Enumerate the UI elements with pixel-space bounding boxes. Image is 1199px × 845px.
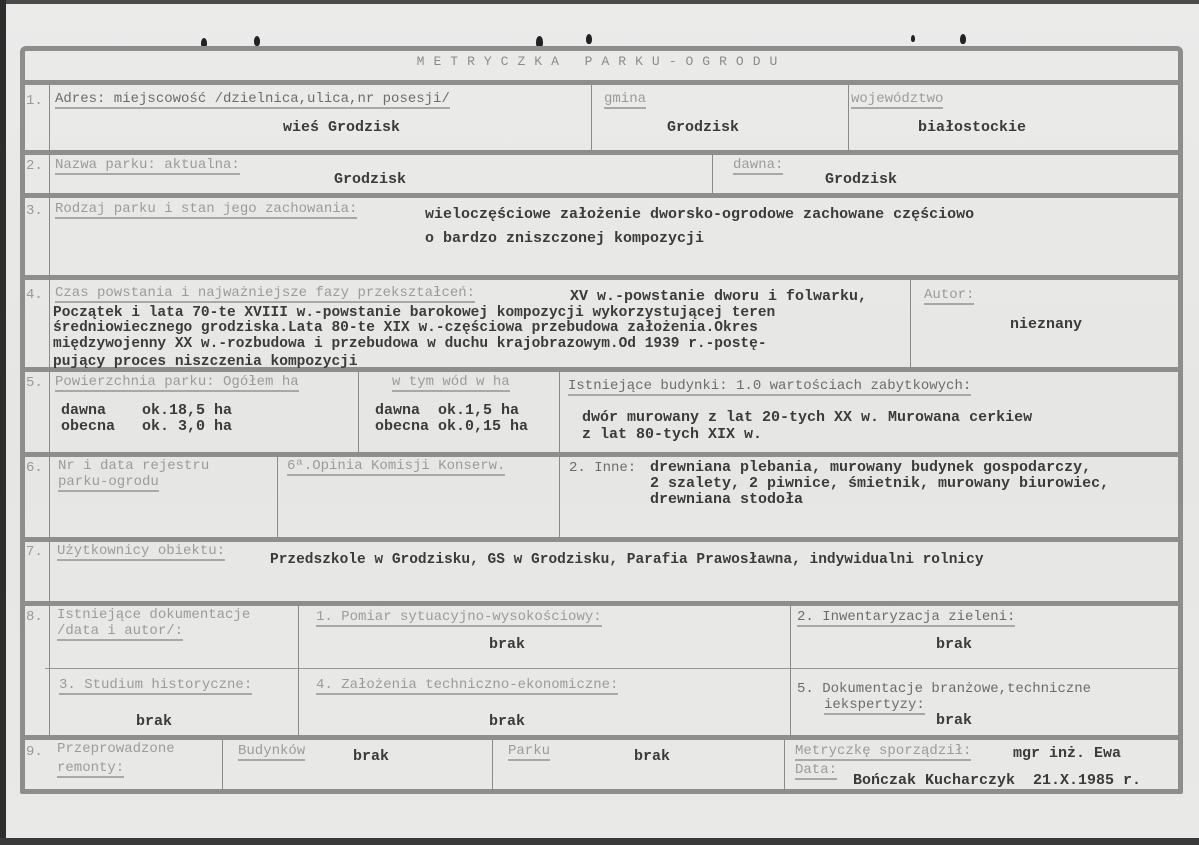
row-divider [20, 452, 1183, 457]
row-divider [20, 537, 1183, 542]
punch-hole [586, 34, 592, 44]
register-label-1: Nr i data rejestru [58, 458, 210, 474]
section-number: 8. [26, 609, 43, 625]
area-former[interactable]: dawna ok.18,5 ha [61, 402, 233, 419]
section-number: 4. [26, 287, 43, 303]
col-divider [848, 85, 849, 150]
author-value[interactable]: nieznany [1010, 316, 1083, 333]
document-title: METRYCZKA PARKU-OGRODU [416, 54, 787, 69]
history-value-first[interactable]: XV w.-powstanie dworu i folwarku, [570, 288, 868, 305]
punch-hole [911, 35, 915, 42]
col-divider [358, 372, 359, 452]
col-divider [910, 280, 911, 367]
scan-edge-bottom [0, 838, 1199, 845]
punch-hole [960, 34, 966, 44]
row-divider-thin [45, 668, 1178, 669]
wojewodztwo-value[interactable]: białostockie [918, 119, 1027, 136]
punch-hole [254, 36, 260, 46]
author-label: Autor: [924, 287, 975, 303]
former-name-label: dawna: [733, 157, 784, 173]
park-type-value-line2[interactable]: o bardzo zniszczonej kompozycji [425, 230, 705, 247]
col-divider [559, 372, 560, 452]
renov-buildings-value[interactable]: brak [353, 748, 390, 765]
register-label-2: parku-ogrodu [58, 474, 159, 490]
park-type-value-line1[interactable]: wieloczęściowe założenie dworsko-ogrodowe zachowane częściowo [425, 206, 975, 223]
water-current[interactable]: obecna ok.0,15 ha [375, 418, 529, 435]
section-number: 5. [26, 375, 43, 391]
users-value[interactable]: Przedszkole w Grodzisku, GS w Grodzisku, Parafia Prawosławna, indywidualni rolnicy [270, 552, 984, 568]
row-divider [20, 275, 1183, 280]
section-number: 6. [26, 460, 43, 476]
buildings-line1[interactable]: dwór murowany z lat 20-tych XX w. Murowana cerkiew [582, 409, 1033, 426]
history-line[interactable]: średniowiecznego grodziska.Lata 80-te XIX w.-częściowa przebudowa założenia.Okres [53, 320, 758, 336]
wojewodztwo-label: województwo [851, 91, 944, 107]
greenery-value[interactable]: brak [936, 636, 973, 653]
history-line[interactable]: Początek i lata 70-te XVIII w.-powstanie barokowej kompozycji wykorzystującej teren [53, 305, 776, 321]
survey-value[interactable]: brak [489, 636, 526, 653]
number-column-divider [49, 85, 50, 735]
col-divider [784, 740, 785, 794]
area-current[interactable]: obecna ok. 3,0 ha [61, 418, 233, 435]
opinion-label: 6ª.Opinia Komisji Konserw. [287, 458, 506, 474]
survey-label: 1. Pomiar sytuacyjno-wysokościowy: [316, 609, 602, 625]
col-divider [492, 740, 493, 794]
industry-docs-label-1: 5. Dokumentacje branżowe,techniczne [797, 681, 1092, 697]
history-study-value[interactable]: brak [136, 713, 173, 730]
buildings-label: Istniejące budynki: 1.0 wartościach zabytkowych: [568, 378, 972, 394]
date-label: Data: [795, 762, 838, 778]
section-number: 2. [26, 158, 43, 174]
renov-park-label: Parku [508, 743, 551, 759]
renov-park-value[interactable]: brak [634, 748, 671, 765]
park-name-value[interactable]: Grodzisk [334, 171, 407, 188]
row-divider [20, 193, 1183, 198]
scan-edge-left [0, 0, 6, 845]
users-label: Użytkownicy obiektu: [57, 543, 226, 559]
water-former[interactable]: dawna ok.1,5 ha [375, 402, 520, 419]
tech-econ-label: 4. Założenia techniczno-ekonomiczne: [316, 677, 619, 693]
tech-econ-value[interactable]: brak [489, 713, 526, 730]
gmina-label: gmina [604, 91, 647, 107]
row-divider [20, 735, 1183, 740]
history-study-label: 3. Studium historyczne: [59, 677, 253, 693]
col-divider [790, 606, 791, 735]
other-buildings-label: 2. Inne: [569, 460, 637, 476]
row-divider [20, 80, 1183, 85]
greenery-label: 2. Inwentaryzacja zieleni: [797, 609, 1016, 625]
section-number: 9. [26, 744, 43, 760]
history-line[interactable]: międzywojenny XX w.-rozbudowa i przebudowa w duchu krajobrazowym.Od 1939 r.-postę- [53, 336, 767, 352]
section-number: 7. [26, 544, 43, 560]
col-divider [591, 85, 592, 150]
col-divider [559, 457, 560, 537]
section-number: 3. [26, 203, 43, 219]
former-name-value[interactable]: Grodzisk [825, 171, 898, 188]
renovations-label-2: remonty: [57, 760, 125, 776]
col-divider [298, 606, 299, 735]
row-divider [20, 601, 1183, 606]
renovations-label-1: Przeprowadzone [57, 741, 175, 757]
other-buildings-line[interactable]: drewniana plebania, murowany budynek gospodarczy, [650, 459, 1092, 476]
history-line[interactable]: pujący proces niszczenia kompozycji [53, 354, 358, 370]
prepared-by-date-value[interactable]: Bończak Kucharczyk 21.X.1985 r. [853, 772, 1142, 789]
docs-label-2: /data i autor/: [57, 623, 184, 639]
address-value[interactable]: wieś Grodzisk [283, 119, 401, 136]
row-divider [20, 150, 1183, 155]
park-name-label: Nazwa parku: aktualna: [55, 157, 240, 173]
other-buildings-line[interactable]: drewniana stodoła [650, 491, 804, 508]
industry-docs-label-2: iekspertyzy: [824, 697, 925, 713]
prepared-by-label: Metryczkę sporządził: [795, 743, 972, 759]
other-buildings-line[interactable]: 2 szalety, 2 piwnice, śmietnik, murowany biurowiec, [650, 475, 1110, 492]
prepared-by-value[interactable]: mgr inż. Ewa [1013, 745, 1122, 762]
park-type-label: Rodzaj parku i stan jego zachowania: [55, 201, 358, 217]
address-label: Adres: miejscowość /dzielnica,ulica,nr posesji/ [55, 91, 450, 107]
docs-label-1: Istniejące dokumentacje [57, 607, 251, 623]
water-label: w tym wód w ha [392, 374, 510, 390]
gmina-value[interactable]: Grodzisk [667, 119, 740, 136]
renov-buildings-label: Budynków [238, 743, 306, 759]
area-label: Powierzchnia parku: Ogółem ha [55, 374, 299, 390]
col-divider [712, 155, 713, 193]
section-number: 1. [26, 93, 43, 109]
col-divider [222, 740, 223, 794]
industry-docs-value[interactable]: brak [936, 712, 973, 729]
buildings-line2[interactable]: z lat 80-tych XIX w. [582, 426, 763, 443]
col-divider [277, 457, 278, 537]
history-label: Czas powstania i najważniejsze fazy przekształceń: [55, 285, 476, 301]
